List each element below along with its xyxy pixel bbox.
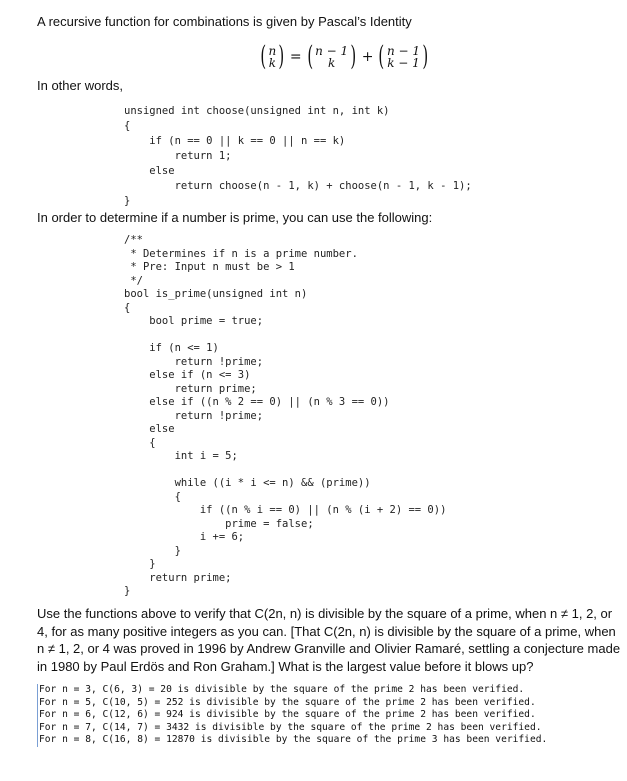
code-line: }: [124, 544, 181, 557]
code-line: /**: [124, 234, 143, 246]
code-line: {: [124, 436, 156, 449]
equals-sign: =: [289, 49, 302, 65]
prime-intro-text: In order to determine if a number is prime, you can use the following:: [37, 210, 433, 225]
binom-bottom: k: [268, 56, 277, 70]
in-other-words-text: In other words,: [37, 78, 123, 93]
code-line: while ((i * i <= n) && (prime)): [124, 477, 371, 489]
code-line: return !prime;: [124, 409, 264, 422]
code-line: prime = false;: [124, 517, 314, 530]
code-line: if (n == 0 || k == 0 || n == k): [124, 135, 346, 147]
program-output: [37, 684, 547, 747]
code-line: bool is_prime(unsigned int n): [124, 288, 308, 300]
code-line: return 1;: [124, 150, 232, 162]
code-line: if ((n % i == 0) || (n % (i + 2) == 0)): [124, 504, 447, 516]
code-line: * Pre: Input n must be > 1: [124, 261, 295, 273]
code-line: if (n <= 1): [124, 342, 219, 354]
binom-top: n: [268, 44, 277, 58]
binom-bottom: k − 1: [387, 56, 420, 70]
code-line: }: [124, 585, 131, 597]
code-line: return !prime;: [124, 355, 264, 368]
pascal-identity-formula: [258, 42, 431, 72]
plus-sign: +: [361, 49, 374, 65]
binomial-lhs: ( n k ): [260, 41, 285, 72]
binom-bottom: k: [327, 56, 336, 70]
code-line: else if (n <= 3): [124, 369, 251, 381]
code-line: i += 6;: [124, 531, 245, 543]
code-line: int i = 5;: [124, 450, 238, 462]
intro-text: A recursive function for combinations is given by Pascal’s Identity: [37, 14, 412, 29]
choose-code-block: [124, 104, 472, 209]
output-line: For n = 7, C(14, 7) = 3432 is divisible by the square of the prime 2 has been verified.: [39, 721, 542, 733]
code-line: unsigned int choose(unsigned int n, int k): [124, 105, 390, 117]
binom-top: n − 1: [386, 44, 421, 58]
code-line: bool prime = true;: [124, 315, 264, 327]
output-line: For n = 8, C(16, 8) = 12870 is divisible by the square of the prime 3 has been verified.: [39, 734, 548, 745]
code-line: }: [124, 195, 131, 207]
task-paragraph: Use the functions above to verify that C(2n, n) is divisible by the square of a prime, when n ≠ 1, 2, or 4, for as many positive integers as you can. [That C(2n, n) is divisible by the square of a prime, when n ≠ 1, 2, or 4 was proved in 1996 by Andrew Granville and Olivier Ramaré, settling a conjecture made in 1980 by Paul Erdös and Ron Graham.] What is the largest value before it blows up?: [37, 606, 621, 674]
code-line: {: [124, 301, 131, 314]
code-line: return choose(n - 1, k) + choose(n - 1, k - 1);: [124, 180, 472, 192]
binom-top: n − 1: [315, 44, 349, 58]
is-prime-code-block: [124, 234, 446, 599]
code-line: * Determines if n is a prime number.: [124, 247, 358, 260]
code-line: return prime;: [124, 382, 257, 395]
output-line: For n = 5, C(10, 5) = 252 is divisible by the square of the prime 2 has been verified.: [39, 696, 536, 708]
output-line: For n = 6, C(12, 6) = 924 is divisible by the square of the prime 2 has been verified.: [39, 709, 536, 720]
code-line: return prime;: [124, 571, 232, 584]
binomial-term1: ( n − 1 k ): [306, 41, 357, 72]
binomial-term2: ( n − 1 k − 1 ): [378, 41, 429, 72]
output-line: For n = 3, C(6, 3) = 20 is divisible by the square of the prime 2 has been verified.: [39, 684, 525, 695]
code-line: }: [124, 558, 156, 570]
code-line: [124, 329, 446, 343]
code-line: else: [124, 165, 175, 177]
code-line: else if ((n % 2 == 0) || (n % 3 == 0)): [124, 396, 390, 408]
code-line: [124, 464, 446, 478]
code-line: {: [124, 120, 131, 132]
code-line: */: [124, 274, 143, 287]
code-line: {: [124, 490, 181, 503]
code-line: else: [124, 423, 175, 435]
